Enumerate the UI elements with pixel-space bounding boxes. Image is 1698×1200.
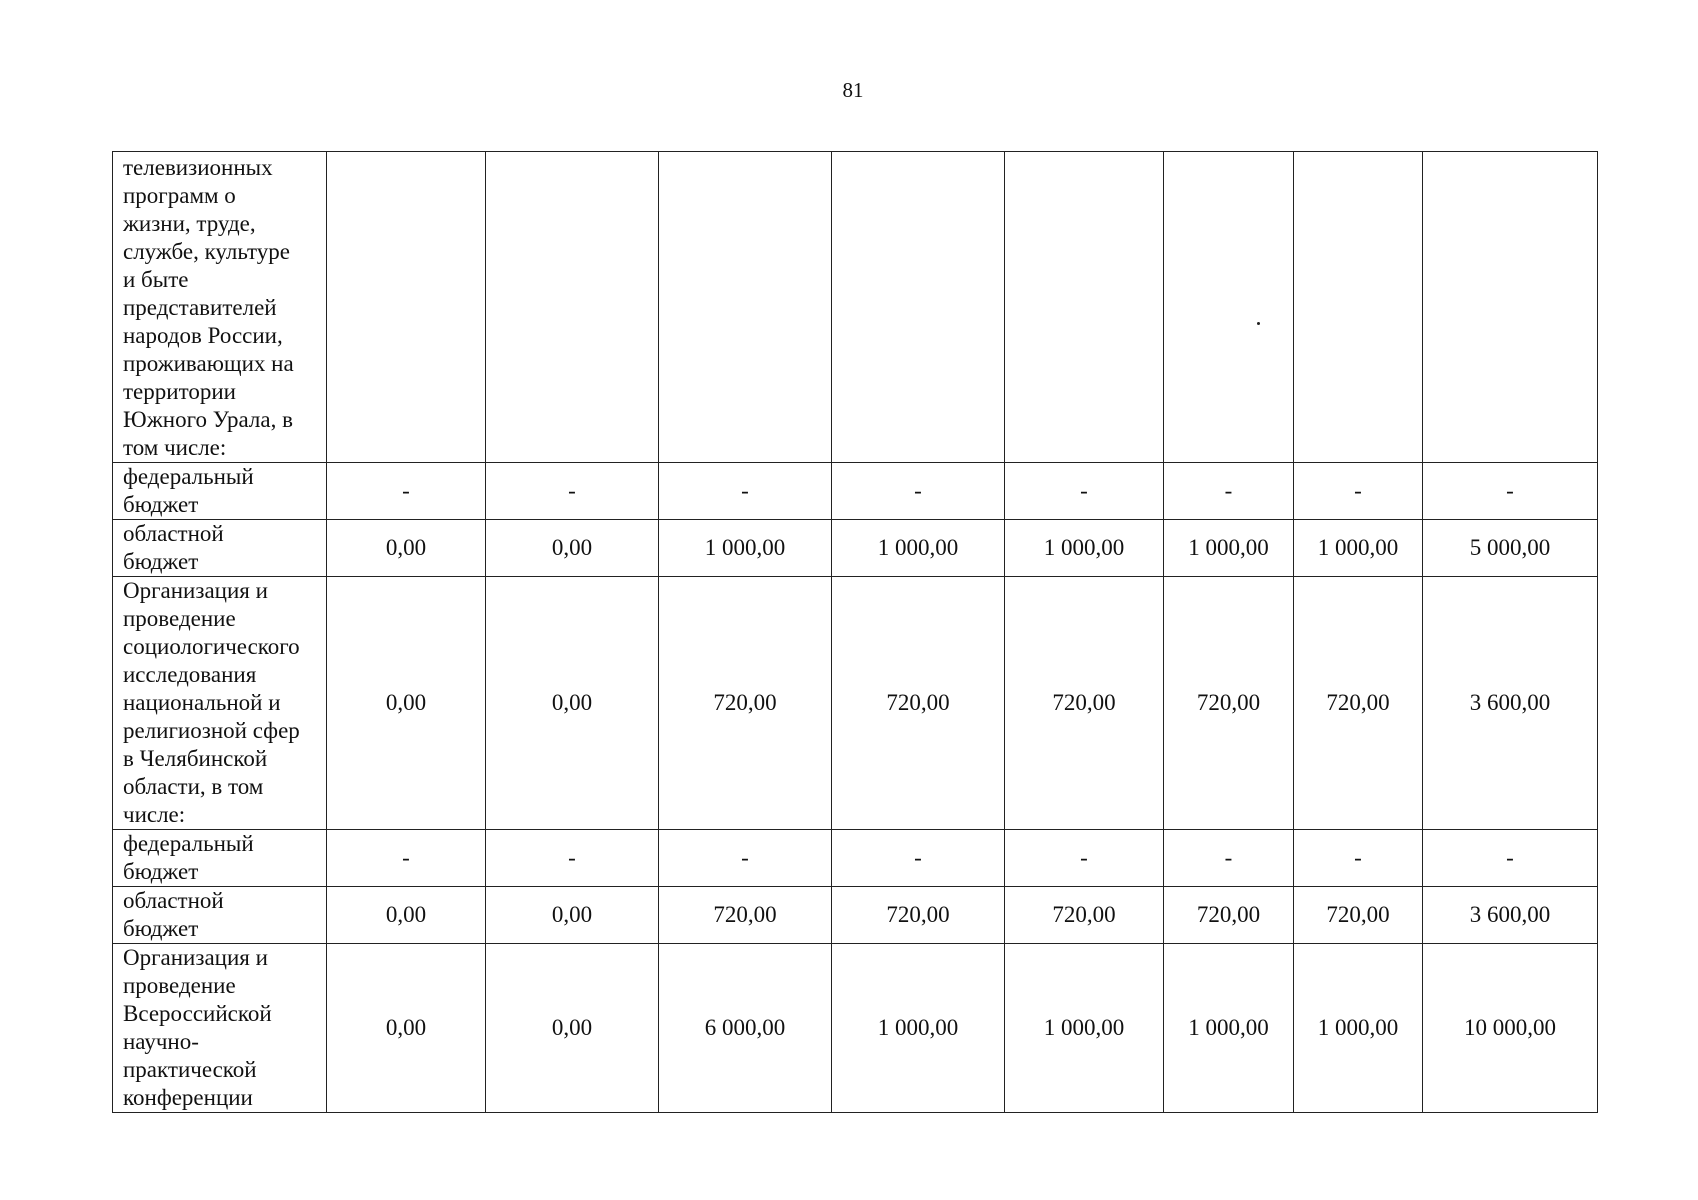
- value-cell: 1 000,00: [832, 944, 1005, 1113]
- value-cell: -: [1423, 830, 1598, 887]
- table-row: [113, 520, 1598, 577]
- value-cell: [1005, 152, 1164, 463]
- value-cell: -: [1294, 463, 1423, 520]
- value-cell: -: [486, 463, 659, 520]
- value-cell: -: [1005, 830, 1164, 887]
- budget-table: [112, 151, 1598, 1113]
- value-cell: -: [1294, 830, 1423, 887]
- value-cell: 720,00: [832, 887, 1005, 944]
- value-cell: [1423, 152, 1598, 463]
- value-cell: 3 600,00: [1423, 887, 1598, 944]
- table-row: [113, 944, 1598, 1113]
- value-cell: -: [1164, 463, 1294, 520]
- value-cell: 10 000,00: [1423, 944, 1598, 1113]
- value-cell: 0,00: [327, 577, 486, 830]
- value-cell: 720,00: [659, 887, 832, 944]
- value-cell: 720,00: [659, 577, 832, 830]
- value-cell: 720,00: [1164, 887, 1294, 944]
- value-cell: [1164, 152, 1294, 463]
- value-cell: -: [659, 463, 832, 520]
- value-cell: 1 000,00: [1005, 944, 1164, 1113]
- value-cell: 1 000,00: [1164, 944, 1294, 1113]
- value-cell: 5 000,00: [1423, 520, 1598, 577]
- row-label: телевизионных программ о жизни, труде, службе, культуре и быте представителей народов России, проживающих на территории Южного Урала, в том числе:: [113, 152, 327, 463]
- table-row: [113, 830, 1598, 887]
- value-cell: 0,00: [486, 577, 659, 830]
- row-label: Организация и проведение Всероссийской научно- практической конференции: [113, 944, 327, 1113]
- value-cell: 0,00: [327, 887, 486, 944]
- value-cell: 1 000,00: [1294, 944, 1423, 1113]
- value-cell: -: [1005, 463, 1164, 520]
- value-cell: [832, 152, 1005, 463]
- row-label: федеральный бюджет: [113, 830, 327, 887]
- value-cell: 720,00: [1005, 887, 1164, 944]
- value-cell: [327, 152, 486, 463]
- value-cell: 720,00: [832, 577, 1005, 830]
- page-number: 81: [842, 78, 864, 102]
- value-cell: 1 000,00: [1294, 520, 1423, 577]
- value-cell: 0,00: [486, 944, 659, 1113]
- table-row: [113, 577, 1598, 830]
- row-label: Организация и проведение социологического исследования национальной и религиозной сфер в Челябинской области, в том числе:: [113, 577, 327, 830]
- value-cell: 6 000,00: [659, 944, 832, 1113]
- row-label: областной бюджет: [113, 887, 327, 944]
- table-row: [113, 887, 1598, 944]
- value-cell: 720,00: [1005, 577, 1164, 830]
- value-cell: 0,00: [327, 520, 486, 577]
- scan-speck: [1257, 322, 1260, 325]
- table-body: [113, 152, 1598, 1113]
- value-cell: -: [1423, 463, 1598, 520]
- value-cell: -: [832, 463, 1005, 520]
- table-row: [113, 463, 1598, 520]
- value-cell: -: [327, 463, 486, 520]
- value-cell: 0,00: [486, 887, 659, 944]
- value-cell: 720,00: [1294, 577, 1423, 830]
- row-label: областной бюджет: [113, 520, 327, 577]
- value-cell: 720,00: [1164, 577, 1294, 830]
- value-cell: 1 000,00: [659, 520, 832, 577]
- value-cell: -: [486, 830, 659, 887]
- value-cell: -: [659, 830, 832, 887]
- value-cell: -: [327, 830, 486, 887]
- value-cell: [1294, 152, 1423, 463]
- value-cell: 0,00: [486, 520, 659, 577]
- value-cell: 3 600,00: [1423, 577, 1598, 830]
- value-cell: 1 000,00: [1164, 520, 1294, 577]
- value-cell: 1 000,00: [1005, 520, 1164, 577]
- value-cell: [659, 152, 832, 463]
- table-row: [113, 152, 1598, 463]
- value-cell: 1 000,00: [832, 520, 1005, 577]
- value-cell: [486, 152, 659, 463]
- value-cell: -: [832, 830, 1005, 887]
- row-label: федеральный бюджет: [113, 463, 327, 520]
- value-cell: 720,00: [1294, 887, 1423, 944]
- value-cell: -: [1164, 830, 1294, 887]
- value-cell: 0,00: [327, 944, 486, 1113]
